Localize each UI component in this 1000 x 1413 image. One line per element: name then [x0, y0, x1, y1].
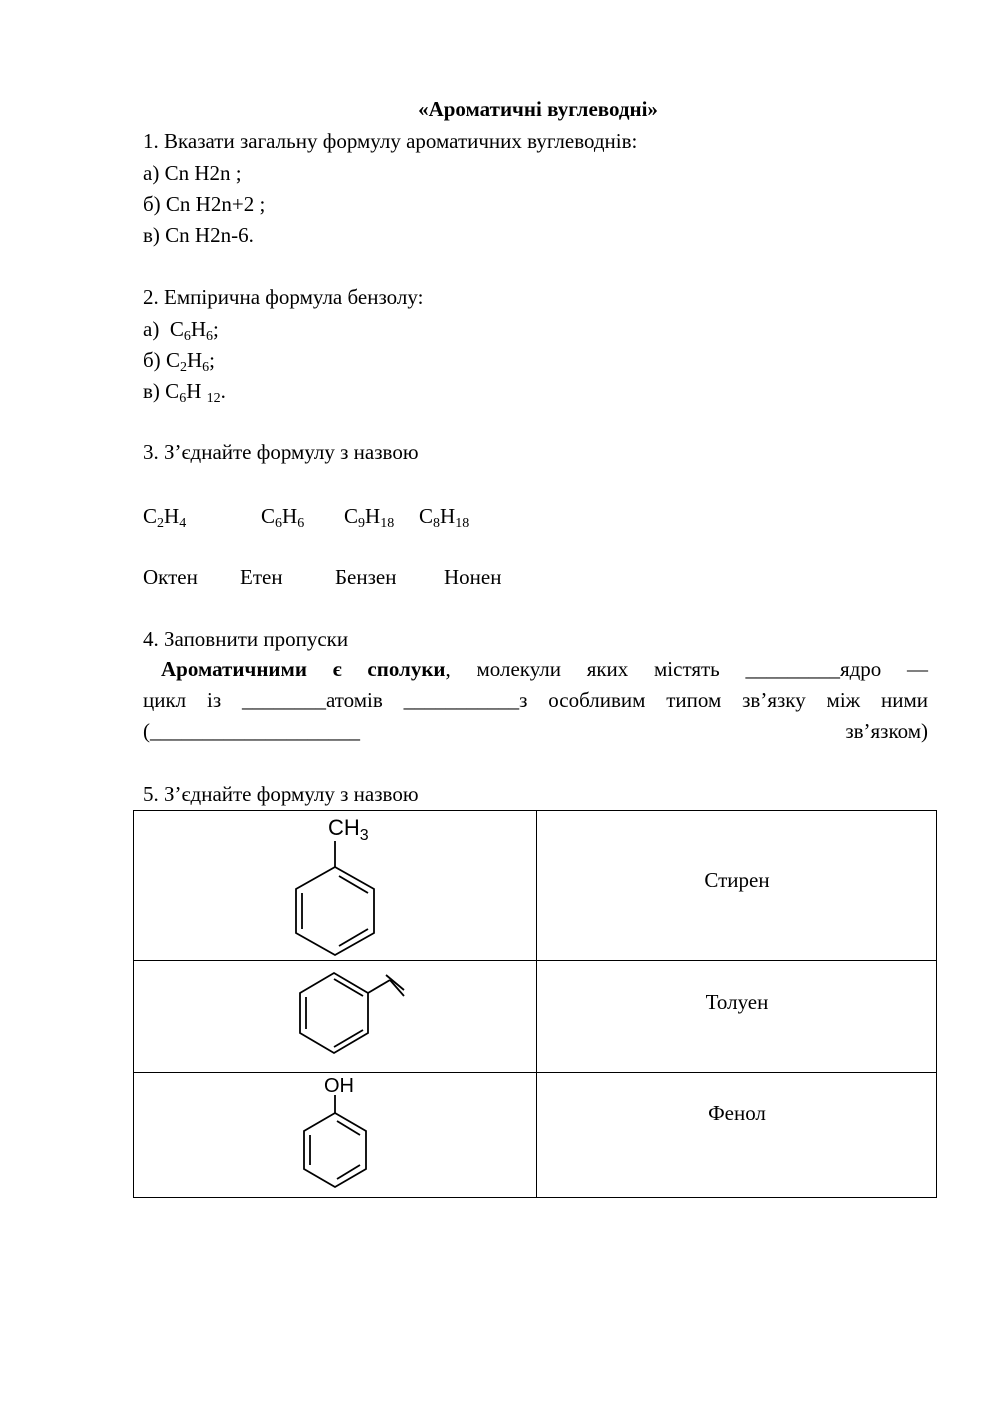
- q1-option-a: а) Cn H2n ;: [143, 161, 242, 185]
- option-prefix: б): [143, 348, 166, 372]
- q4-line-2: цикл із ________атомів ___________з особливим типом зв’язку між ними: [143, 688, 928, 712]
- benzene-formula-element: H: [190, 317, 207, 341]
- benzene-formula-element: H: [186, 348, 203, 372]
- table-row-divider: [134, 1072, 936, 1073]
- q3-formula-4: [419, 504, 470, 531]
- phenol-structure: [284, 1073, 394, 1199]
- q4-paragraph: [143, 654, 928, 747]
- q3-name-4: Нонен: [444, 565, 502, 589]
- q3-formula-element: H: [440, 504, 456, 528]
- name-row-3: Фенол: [708, 1101, 766, 1125]
- matching-table: [133, 810, 937, 1198]
- q1-option-b: б) Cn H2n+2 ;: [143, 192, 266, 216]
- q2-option-b: [143, 348, 215, 375]
- q3-formula-1: [143, 504, 187, 531]
- q3-formula-subscript: 2: [157, 516, 165, 531]
- q3-name-2: Етен: [240, 565, 283, 589]
- q1-option-c: в) Cn H2n-6.: [143, 223, 254, 247]
- q3-formula-element: C: [419, 504, 434, 528]
- q4-question: 4. Заповнити пропуски: [143, 627, 349, 651]
- benzene-formula-subscript: 2: [179, 360, 187, 375]
- q3-question: 3. З’єднайте формулу з назвою: [143, 440, 419, 464]
- q3-formula-element: C: [344, 504, 359, 528]
- q3-formula-subscript: 18: [455, 516, 470, 531]
- benzene-formula-subscript: 6: [179, 391, 187, 406]
- toluene-structure: [284, 811, 394, 961]
- q3-formula-element: H: [282, 504, 298, 528]
- benzene-formula-subscript: 6: [202, 360, 210, 375]
- option-suffix: .: [220, 379, 226, 403]
- q2-option-c: [143, 379, 226, 406]
- q4-line-3: (____________________ зв’язком): [143, 719, 928, 743]
- option-prefix: а): [143, 317, 170, 341]
- option-suffix: ;: [209, 348, 215, 372]
- q5-question: 5. З’єднайте формулу з назвою: [143, 782, 419, 806]
- q4-line-1: [143, 654, 928, 685]
- q2-question: 2. Емпірична формула бензолу:: [143, 285, 424, 309]
- benzene-formula-element: H: [186, 379, 207, 403]
- q3-formula-element: C: [261, 504, 276, 528]
- q3-formula-subscript: 8: [433, 516, 441, 531]
- q3-formula-subscript: 9: [358, 516, 366, 531]
- q3-formula-subscript: 6: [297, 516, 305, 531]
- benzene-formula-subscript: 6: [206, 329, 214, 344]
- q1-question: 1. Вказати загальну формулу ароматичних вуглеводнів:: [143, 129, 638, 153]
- q3-formula-subscript: 6: [275, 516, 283, 531]
- worksheet-title: «Ароматичні вуглеводні»: [418, 97, 658, 121]
- q3-formula-subscript: 18: [380, 516, 395, 531]
- option-prefix: в): [143, 379, 166, 403]
- toluene-label: $CH_3$: [328, 815, 369, 844]
- q3-name-3: Бензен: [335, 565, 397, 589]
- q3-formula-2: [261, 504, 305, 531]
- q4-line1-rest: , молекули яких містять _________ядро —: [445, 657, 929, 681]
- q3-name-1: Октен: [143, 565, 198, 589]
- q4-bold: Ароматичними є сполуки: [161, 657, 446, 681]
- q3-formula-element: C: [143, 504, 158, 528]
- benzene-formula-subscript: 12: [206, 391, 221, 406]
- benzene-formula-element: C: [165, 348, 180, 372]
- benzene-formula-element: C: [169, 317, 184, 341]
- name-row-1: Стирен: [704, 868, 770, 892]
- table-row-divider: [134, 960, 936, 961]
- q3-formula-element: H: [164, 504, 180, 528]
- q3-formula-element: H: [365, 504, 381, 528]
- q3-formula-3: [344, 504, 395, 531]
- q2-option-a: [143, 317, 219, 344]
- q3-formula-subscript: 4: [179, 516, 187, 531]
- benzene-formula-element: C: [165, 379, 180, 403]
- name-row-2: Толуен: [705, 990, 769, 1014]
- option-suffix: ;: [213, 317, 219, 341]
- benzene-formula-subscript: 6: [183, 329, 191, 344]
- phenol-label: OH: [324, 1075, 354, 1097]
- styrene-structure: [264, 961, 414, 1071]
